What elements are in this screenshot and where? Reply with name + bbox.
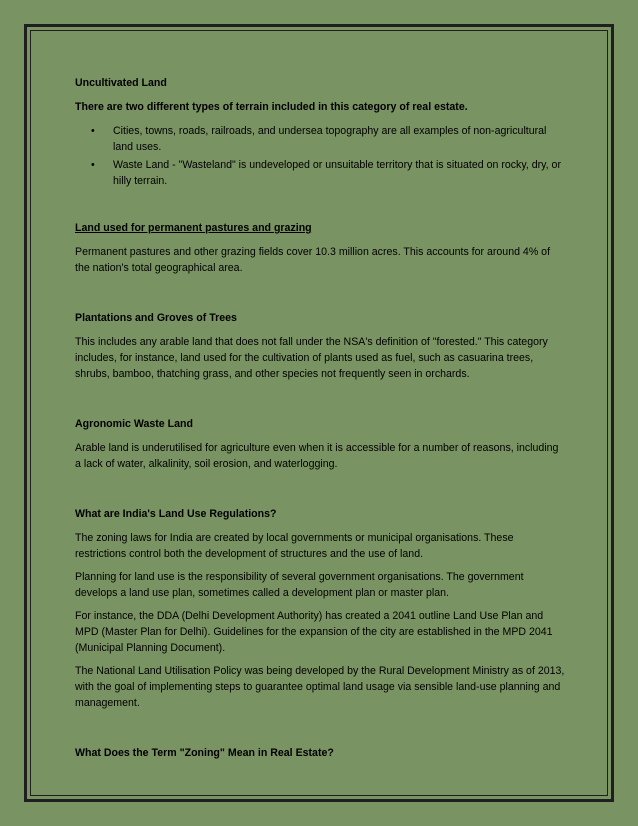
section-pastures [75,220,567,276]
list-item: • Cities, towns, roads, railroads, and undersea topography are all examples of non-agricultural land uses. [113,123,567,155]
section-heading: Plantations and Groves of Trees [75,312,237,324]
paragraph: Arable land is underutilised for agriculture even when it is accessible for a number of reasons, including a lack of water, alkalinity, soil erosion, and waterlogging. [75,442,559,470]
section-land-use-regulations [75,506,567,711]
paragraph: Planning for land use is the responsibility of several government organisations. The government develops a land use plan, sometimes called a development plan or master plan. [75,571,524,599]
paragraph: Permanent pastures and other grazing fields cover 10.3 million acres. This accounts for around 4% of the nation's total geographical area. [75,246,551,274]
bullet-list [75,123,567,189]
section-intro: There are two different types of terrain included in this category of real estate. [75,101,468,113]
section-heading: What Does the Term "Zoning" Mean in Real Estate? [75,747,334,759]
section-heading: Land used for permanent pastures and grazing [75,222,312,234]
paragraph: The National Land Utilisation Policy was being developed by the Rural Development Ministry as of 2013, with the goal of implementing steps to guarantee optimal land usage via sensible land-use planning and management. [75,665,565,709]
section-agronomic-waste-land [75,416,567,472]
section-heading: Uncultivated Land [75,77,167,89]
section-heading: What are India's Land Use Regulations? [75,508,277,520]
section-uncultivated-land [75,75,567,189]
document-content [75,75,567,769]
paragraph: For instance, the DDA (Delhi Development Authority) has created a 2041 outline Land Use Plan and MPD (Master Plan for Delhi). Guidelines for the expansion of the city are established in the MPD 2041 (Municipal Planning Document). [75,610,553,654]
section-heading: Agronomic Waste Land [75,418,193,430]
paragraph: This includes any arable land that does not fall under the NSA's definition of "forested." This category includes, for instance, land used for the cultivation of plants used as fuel, such as casuarina trees, shrubs, bamboo, thatching grass, and other species not frequently seen in orchards. [75,336,548,380]
section-plantations [75,310,567,382]
paragraph: The zoning laws for India are created by local governments or municipal organisations. These restrictions control both the development of structures and the use of land. [75,532,514,560]
section-zoning [75,745,567,761]
list-item: • Waste Land - "Wasteland" is undeveloped or unsuitable territory that is situated on rocky, dry, or hilly terrain. [113,157,567,189]
